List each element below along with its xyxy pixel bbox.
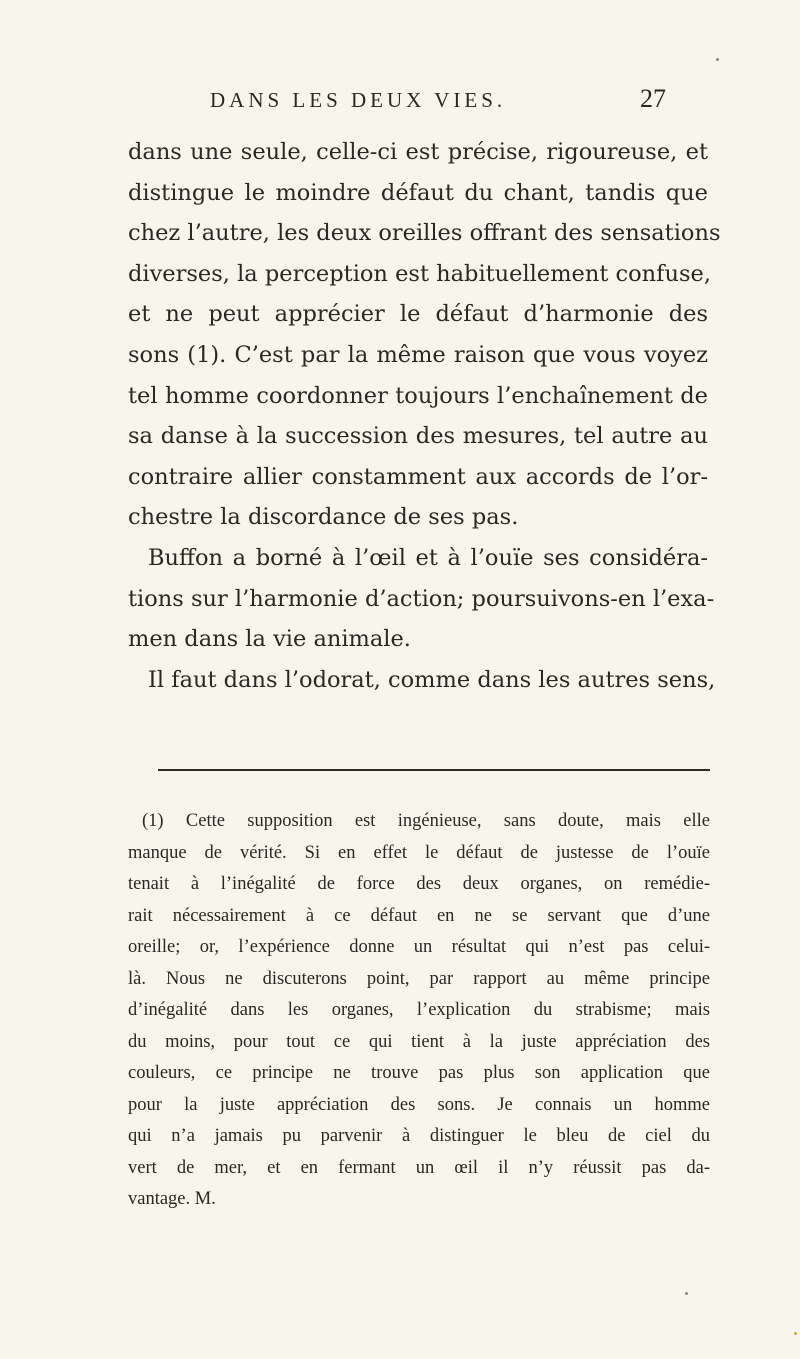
text-line: chez l’autre, les deux oreilles offrant des sensations [128,220,721,247]
text-line: Il faut dans l’odorat, comme dans les autres sens, [148,666,716,693]
text-line: chestre la discordance de ses pas. [128,504,519,531]
footnote-divider [158,769,710,771]
text-line: sa danse à la succession des mesures, tel autre au [128,423,708,450]
text-line: et ne peut apprécier le défaut d’harmonie des [128,301,708,328]
footnote-line: tenait à l’inégalité de force des deux organes, on remédie- [128,874,710,894]
footnote-line: qui n’a jamais pu parvenir à distinguer le bleu de ciel du [128,1126,710,1146]
page-number: 27 [640,84,666,113]
footnote-line: vert de mer, et en fermant un œil il n’y réussit pas da- [128,1157,710,1178]
footnote-line: couleurs, ce principe ne trouve pas plus son application que [128,1063,710,1083]
footnote-line: (1) Cette supposition est ingénieuse, sans doute, mais elle [142,811,710,831]
paper-speck [794,1332,797,1335]
footnote-line: manque de vérité. Si en effet le défaut de justesse de l’ouïe [128,842,710,863]
paper-speck [716,58,719,61]
running-title: DANS LES DEUX VIES. [210,88,507,112]
main-text [128,132,721,700]
footnote-line: d’inégalité dans les organes, l’explication du strabisme; mais [128,1000,710,1020]
text-line: diverses, la perception est habituellement confuse, [128,260,712,287]
text-line: tel homme coordonner toujours l’enchaînement de [128,382,708,409]
text-line: tions sur l’harmonie d’action; poursuivons-en l’exa- [128,585,715,612]
footnote [128,806,710,1216]
footnote-line: vantage. M. [128,1189,216,1209]
footnote-line: oreille; or, l’expérience donne un résultat qui n’est pas celui- [128,937,710,957]
footnote-line: pour la juste appréciation des sons. Je connais un homme [128,1094,710,1115]
text-line: sons (1). C’est par la même raison que vous voyez [128,341,708,368]
footnote-line: là. Nous ne discuterons point, par rapport au même principe [128,968,710,989]
footnote-line: rait nécessairement à ce défaut en ne se servant que d’une [128,905,710,926]
text-line: Buffon a borné à l’œil et à l’ouïe ses considéra- [148,544,708,571]
text-line: contraire allier constamment aux accords de l’or- [128,463,708,490]
paper-speck [685,1292,688,1295]
text-line: distingue le moindre défaut du chant, tandis que [128,179,708,206]
footnote-line: du moins, pour tout ce qui tient à la juste appréciation des [128,1031,710,1052]
text-line: men dans la vie animale. [128,626,411,653]
text-line: dans une seule, celle-ci est précise, rigoureuse, et [128,139,708,165]
